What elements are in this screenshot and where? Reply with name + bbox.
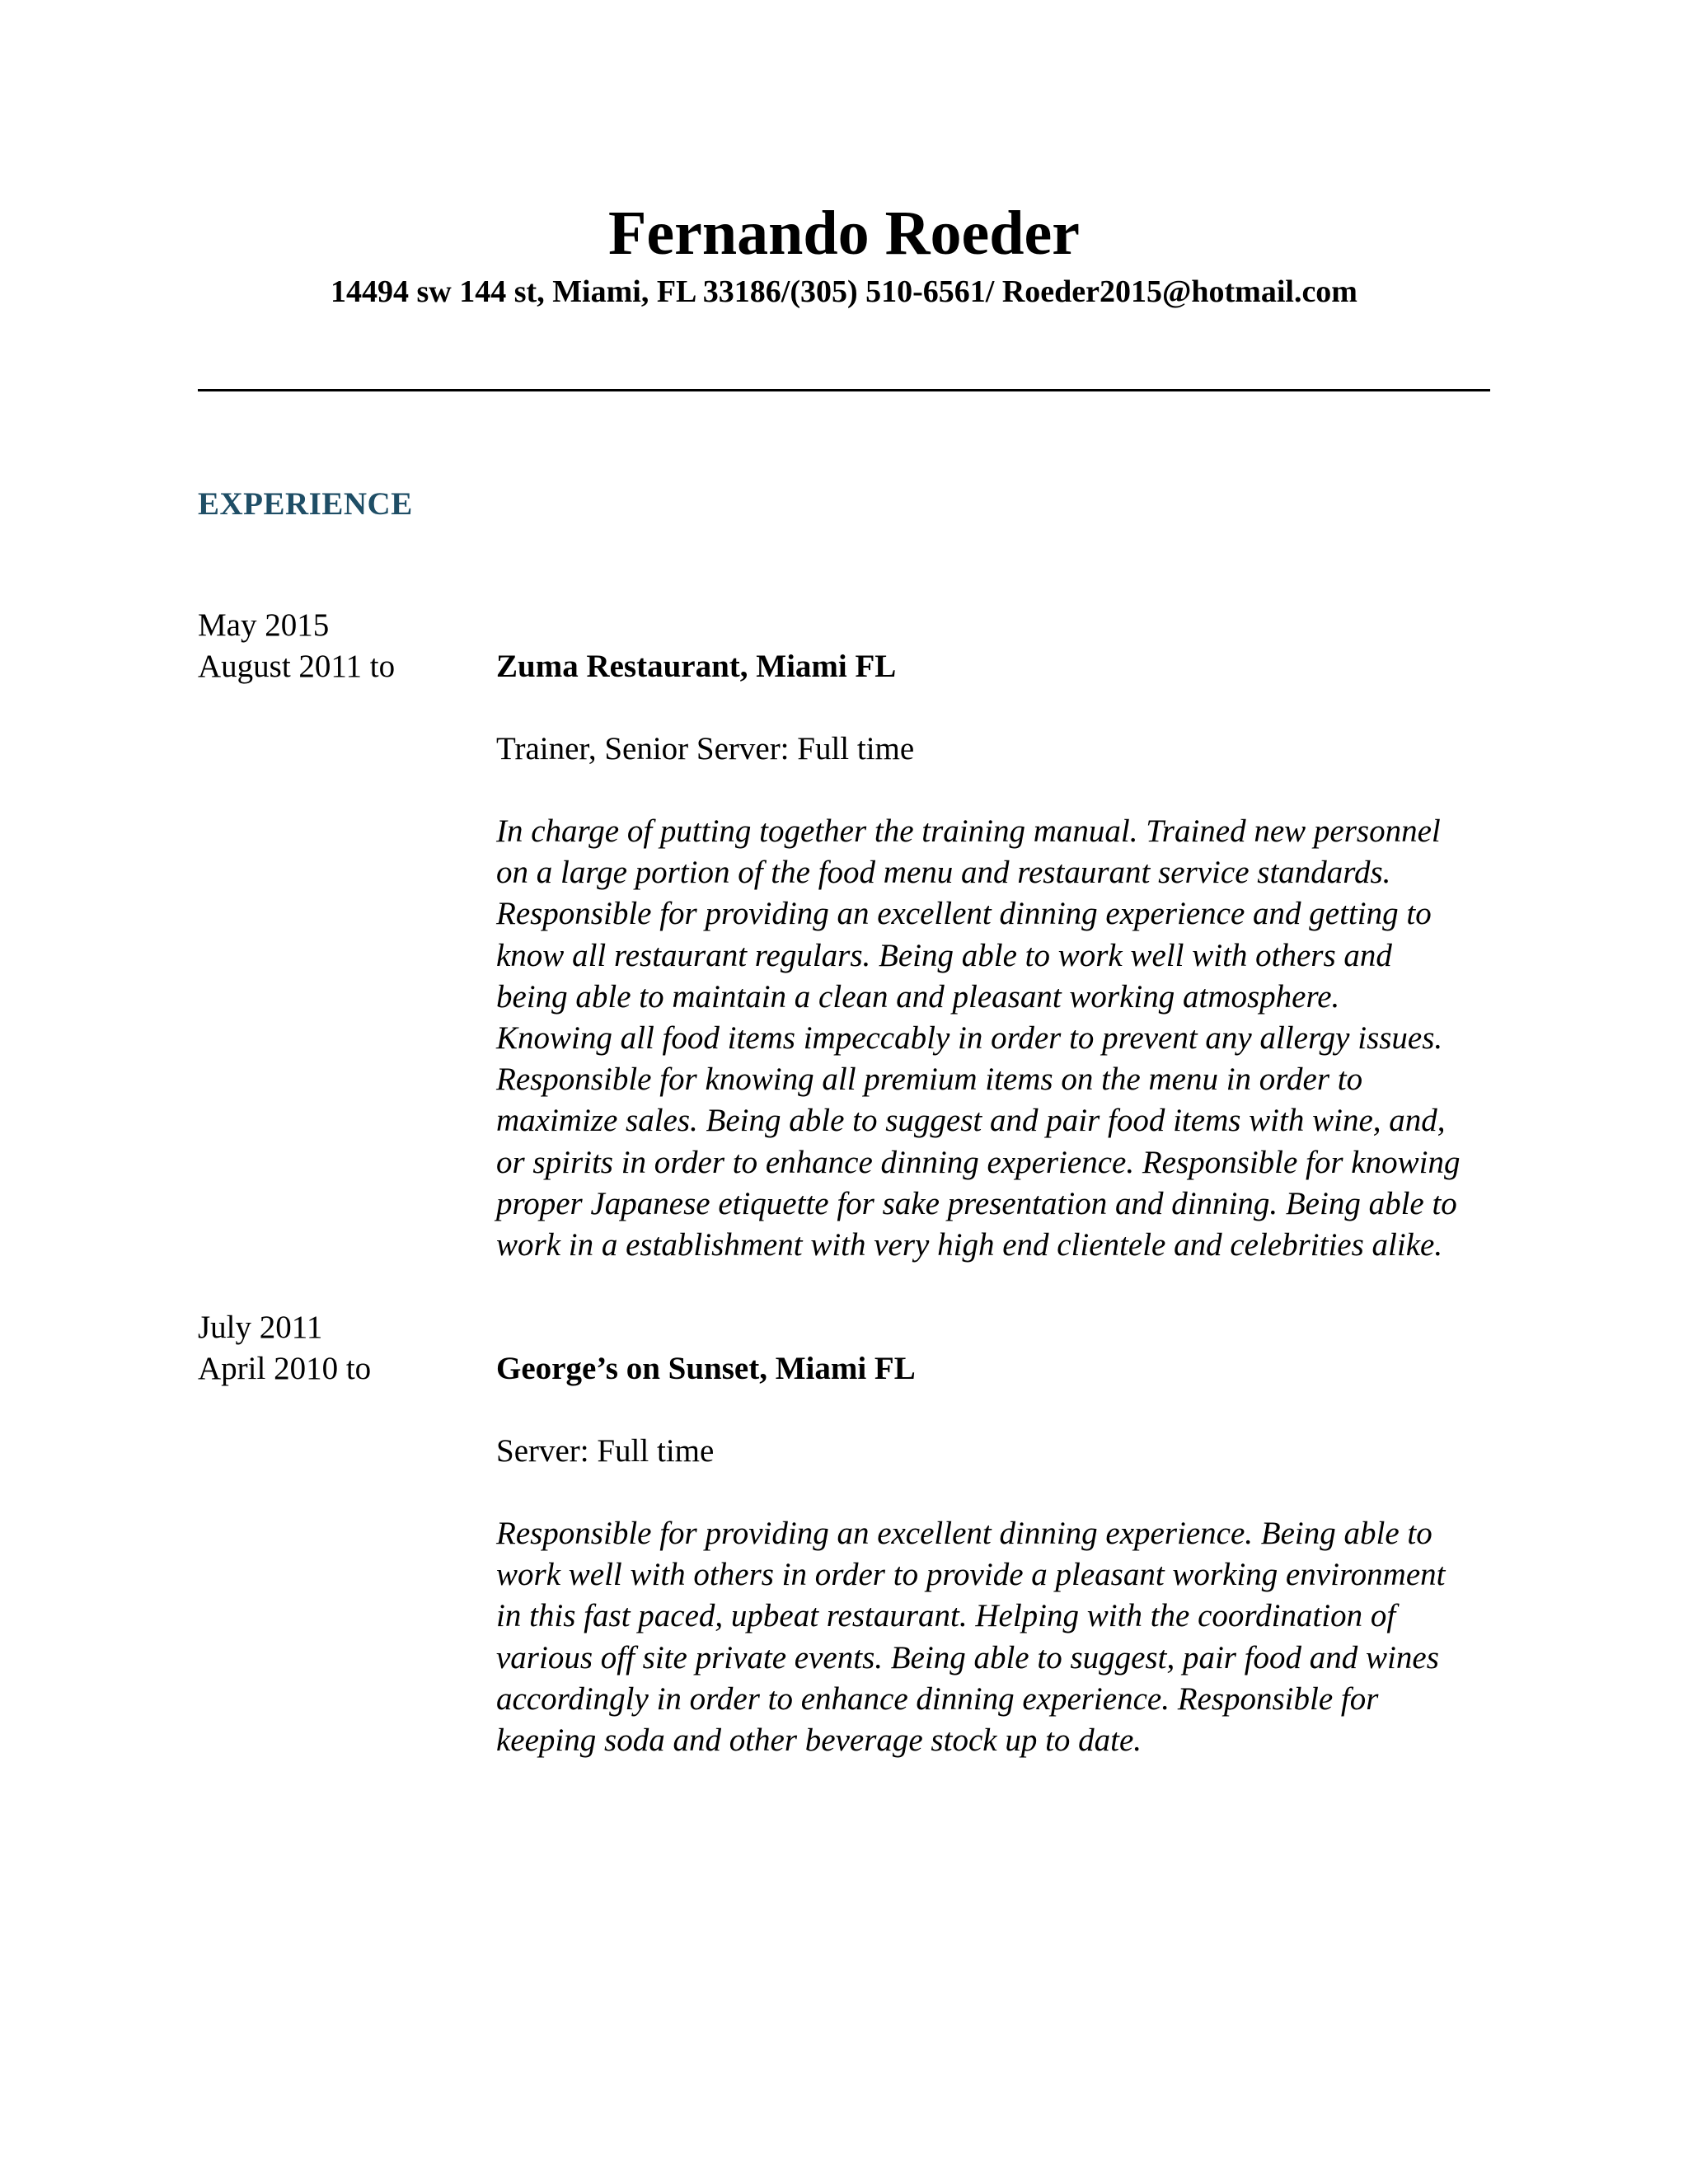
job-1-description-line: or spirits in order to enhance dinning experience. Responsible for knowing (496, 1144, 1461, 1180)
job-2-date-start: April 2010 to (198, 1351, 372, 1386)
job-2-description-line: accordingly in order to enhance dinning experience. Responsible for (496, 1680, 1379, 1717)
header-divider (198, 389, 1490, 391)
job-2-description-line: Responsible for providing an excellent dinning experience. Being able to (496, 1516, 1432, 1551)
candidate-name: Fernando Roeder (607, 199, 1081, 268)
job-1-date-end: May 2015 (198, 607, 330, 643)
job-2-description-line: keeping soda and other beverage stock up to date. (496, 1722, 1142, 1759)
job-1-description (496, 811, 1493, 1266)
job-2-role: Server: Full time (496, 1433, 715, 1469)
job-2-description-line: in this fast paced, upbeat restaurant. Helping with the coordination of (496, 1598, 1396, 1634)
job-2-description-line: various off site private events. Being able to suggest, pair food and wines (496, 1639, 1439, 1675)
job-1-description-line: proper Japanese etiquette for sake presentation and dinning. Being able to (496, 1185, 1457, 1221)
job-2-description-line: work well with others in order to provide a pleasant working environment (496, 1557, 1446, 1593)
job-2-company: George’s on Sunset, Miami FL (496, 1351, 916, 1386)
contact-line: 14494 sw 144 st, Miami, FL 33186/(305) 510-6561/ Roeder2015@hotmail.com (331, 274, 1357, 309)
job-1-role: Trainer, Senior Server: Full time (496, 731, 915, 766)
job-1-description-line: maximize sales. Being able to suggest and pair food items with wine, and, (496, 1103, 1446, 1139)
job-1-date-start: August 2011 to (198, 649, 396, 684)
job-1-description-line: being able to maintain a clean and pleasant working atmosphere. (496, 978, 1340, 1015)
job-1-company: Zuma Restaurant, Miami FL (496, 649, 897, 684)
job-1-description-line: Responsible for knowing all premium items on the menu in order to (496, 1062, 1363, 1098)
job-2-description (496, 1513, 1493, 1761)
job-1-description-line: know all restaurant regulars. Being able to work well with others and (496, 937, 1392, 973)
job-1-description-line: on a large portion of the food menu and restaurant service standards. (496, 855, 1391, 891)
experience-heading: EXPERIENCE (198, 486, 413, 522)
job-1-description-line: work in a establishment with very high end clientele and celebrities alike. (496, 1227, 1443, 1263)
job-1-description-line: Knowing all food items impeccably in order to prevent any allergy issues. (496, 1020, 1443, 1057)
job-1-description-line: In charge of putting together the training manual. Trained new personnel (496, 813, 1441, 849)
job-1-description-line: Responsible for providing an excellent dinning experience and getting to (496, 896, 1432, 932)
job-2-date-end: July 2011 (198, 1310, 323, 1345)
